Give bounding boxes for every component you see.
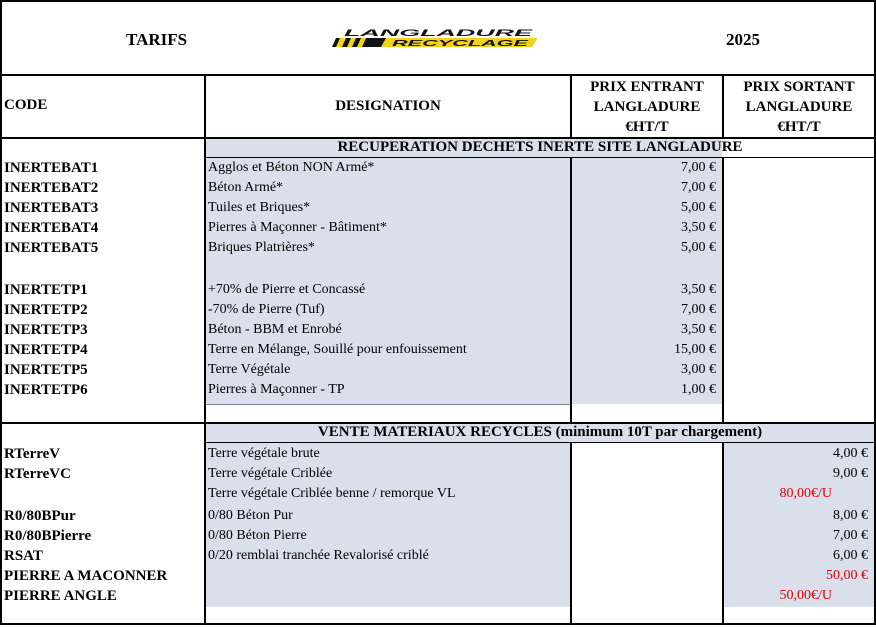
row-code: R0/80BPierre [4,528,92,544]
table-row [0,444,876,464]
prix-sortant-line1: PRIX SORTANT [743,79,855,95]
row-designation: Tuiles et Briques* [208,200,311,215]
row-code: PIERRE ANGLE [4,588,117,604]
row-designation: Terre Végétale [208,362,291,377]
table-row [0,586,876,606]
row-designation: 0/80 Béton Pur [208,508,293,523]
row-code: INERTEBAT2 [4,180,99,196]
col-header-prix-entrant [572,77,722,137]
row-price-entrant: 7,00 € [681,160,716,175]
table-row [0,526,876,546]
table-row [0,360,876,380]
row-price-entrant: 3,50 € [681,322,716,337]
table-row [0,380,876,400]
row-price-entrant: 3,50 € [681,220,716,235]
table-row [0,258,876,278]
row-price-entrant: 3,00 € [681,362,716,377]
row-code: R0/80BPur [4,508,76,524]
row-price-entrant: 5,00 € [681,240,716,255]
row-code: INERTETP2 [4,302,88,318]
row-code: PIERRE A MACONNER [4,568,168,584]
logo-text-1: LANGLADURE [344,29,535,38]
prix-entrant-line2: LANGLADURE [593,99,701,115]
row-code: INERTETP6 [4,382,88,398]
row-code: INERTEBAT4 [4,220,99,236]
row-code: INERTETP3 [4,322,88,338]
row-designation: Agglos et Béton NON Armé* [208,160,375,175]
row-code: RSAT [4,548,43,564]
table-row [0,178,876,198]
row-price-sortant: 7,00 € [833,528,868,543]
prix-entrant-line3: €HT/T [625,119,669,135]
table-row [0,320,876,340]
row-code: INERTEBAT1 [4,160,99,176]
langladure-logo [332,29,537,49]
table-row [0,546,876,566]
year: 2025 [726,30,760,49]
table-row [0,280,876,300]
row-designation: Terre végétale Criblée benne / remorque VL [208,486,456,501]
row-code: RTerreV [4,446,61,462]
table-row [0,218,876,238]
table-row [0,484,876,504]
row-code: INERTEBAT5 [4,240,99,256]
row-price-sortant: 50,00 € [826,568,868,583]
table-row [0,300,876,320]
row-designation: -70% de Pierre (Tuf) [208,302,325,317]
row-designation: Béton Armé* [208,180,284,195]
row-code: INERTETP5 [4,362,88,378]
row-price-entrant: 7,00 € [681,180,716,195]
table-row [0,198,876,218]
prix-sortant-line2: LANGLADURE [745,99,853,115]
table-row [0,340,876,360]
row-price-entrant: 15,00 € [674,342,716,357]
row-code: INERTEBAT3 [4,200,99,216]
row-designation: Pierres à Maçonner - Bâtiment* [208,220,387,235]
table-row [0,464,876,484]
logo-text-2: RECYCLAGE [392,38,529,48]
table-row [0,158,876,178]
col-header-code: CODE [4,97,48,113]
row-price-sortant: 9,00 € [833,466,868,481]
row-price-sortant: 50,00€/U [779,588,832,603]
row-designation: Terre végétale brute [208,446,320,461]
prix-sortant-line3: €HT/T [777,119,821,135]
row-price-sortant: 4,00 € [833,446,868,461]
row-price-entrant: 7,00 € [681,302,716,317]
row-price-entrant: 5,00 € [681,200,716,215]
table-row [0,566,876,586]
row-designation: Pierres à Maçonner - TP [208,382,345,397]
table-row [0,238,876,258]
prix-entrant-line1: PRIX ENTRANT [590,79,704,95]
row-price-sortant: 8,00 € [833,508,868,523]
row-price-sortant: 80,00€/U [779,486,832,501]
row-designation: Terre en Mélange, Souillé pour enfouissement [208,342,467,357]
logo-graphic [332,29,537,49]
section2-title: VENTE MATERIAUX RECYCLES (minimum 10T par chargement) [317,424,763,440]
row-code: INERTETP4 [4,342,88,358]
col-header-designation: DESIGNATION [335,98,441,114]
row-designation: 0/20 remblai tranchée Revalorisé criblé [208,548,429,563]
row-code: RTerreVC [4,466,71,482]
row-code: INERTETP1 [4,282,88,298]
row-price-entrant: 3,50 € [681,282,716,297]
row-designation: Terre végétale Criblée [208,466,333,481]
row-price-entrant: 1,00 € [681,382,716,397]
row-price-sortant: 6,00 € [833,548,868,563]
tarifs-title: TARIFS [126,30,188,49]
section1-title: RECUPERATION DECHETS INERTE SITE LANGLADURE [337,139,743,155]
col-header-prix-sortant [724,77,874,137]
row-designation: 0/80 Béton Pierre [208,528,307,543]
table-row [0,506,876,526]
row-designation: Briques Platrières* [208,240,315,255]
row-designation: Béton - BBM et Enrobé [208,322,342,337]
row-designation: +70% de Pierre et Concassé [208,282,366,297]
